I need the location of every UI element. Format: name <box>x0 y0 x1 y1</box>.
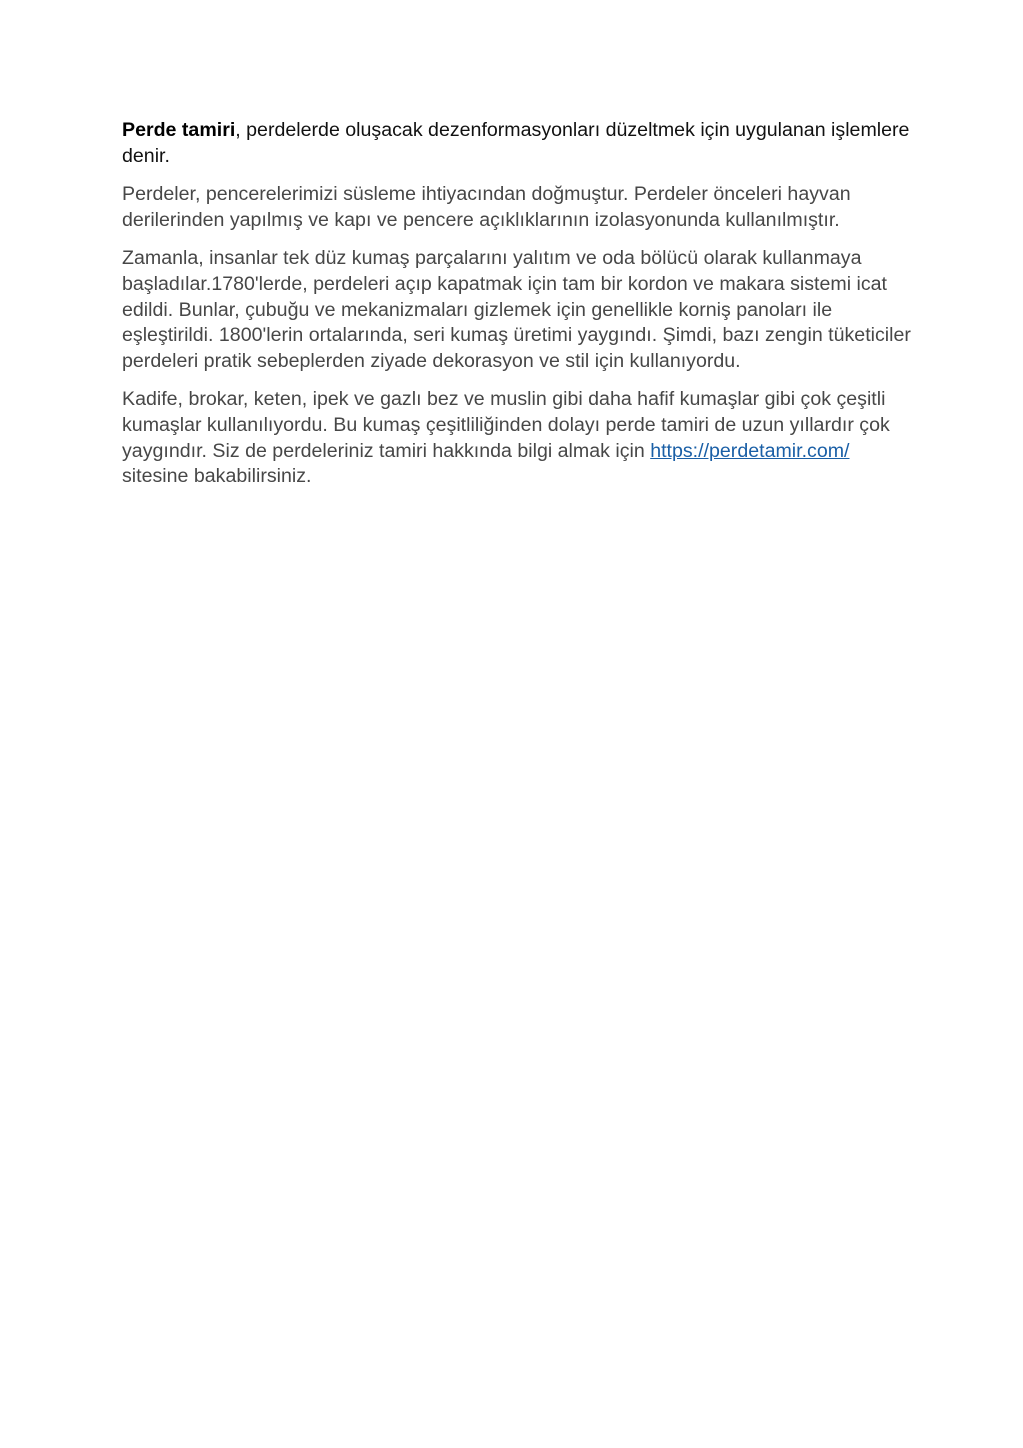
paragraph-evolution: Zamanla, insanlar tek düz kumaş parçalarını yalıtım ve oda bölücü olarak kullanmaya başladılar.1780'lerde, perdeleri açıp kapatmak için tam bir kordon ve makara sistemi icat edildi. Bunlar, çubuğu ve mekanizmaları gizlemek için genellikle korniş panoları ile eşleştirildi. 1800'lerin ortalarında, seri kumaş üretimi yaygındı. Şimdi, bazı zengin tüketiciler perdeleri pratik sebeplerden ziyade dekorasyon ve stil için kullanıyordu. <box>122 247 911 372</box>
intro-text: , perdelerde oluşacak dezenformasyonları düzeltmek için uygulanan işlemlere denir. <box>122 119 910 167</box>
paragraph-history: Perdeler, pencerelerimizi süsleme ihtiyacından doğmuştur. Perdeler önceleri hayvan derilerinden yapılmış ve kapı ve pencere açıklıklarının izolasyonunda kullanılmıştır. <box>122 183 851 231</box>
fabrics-text: Kadife, brokar, keten, ipek ve gazlı bez ve muslin gibi daha hafif kumaşlar gibi çok çeşitli kumaşlar kullanılıyordu. Bu kumaş çeşitliliğinden dolayı perde tamiri de uzun yıllardır çok yaygındır. Siz de perdeleriniz tamiri hakkında bilgi almak için <box>122 388 890 462</box>
document-page <box>122 118 912 503</box>
bold-term: Perde tamiri <box>122 119 236 141</box>
intro-paragraph <box>122 118 912 169</box>
fabrics-text-end: sitesine bakabilirsiniz. <box>122 465 312 488</box>
perdetamir-link[interactable]: https://perdetamir.com/ <box>650 439 850 462</box>
paragraph-fabrics <box>122 387 912 489</box>
